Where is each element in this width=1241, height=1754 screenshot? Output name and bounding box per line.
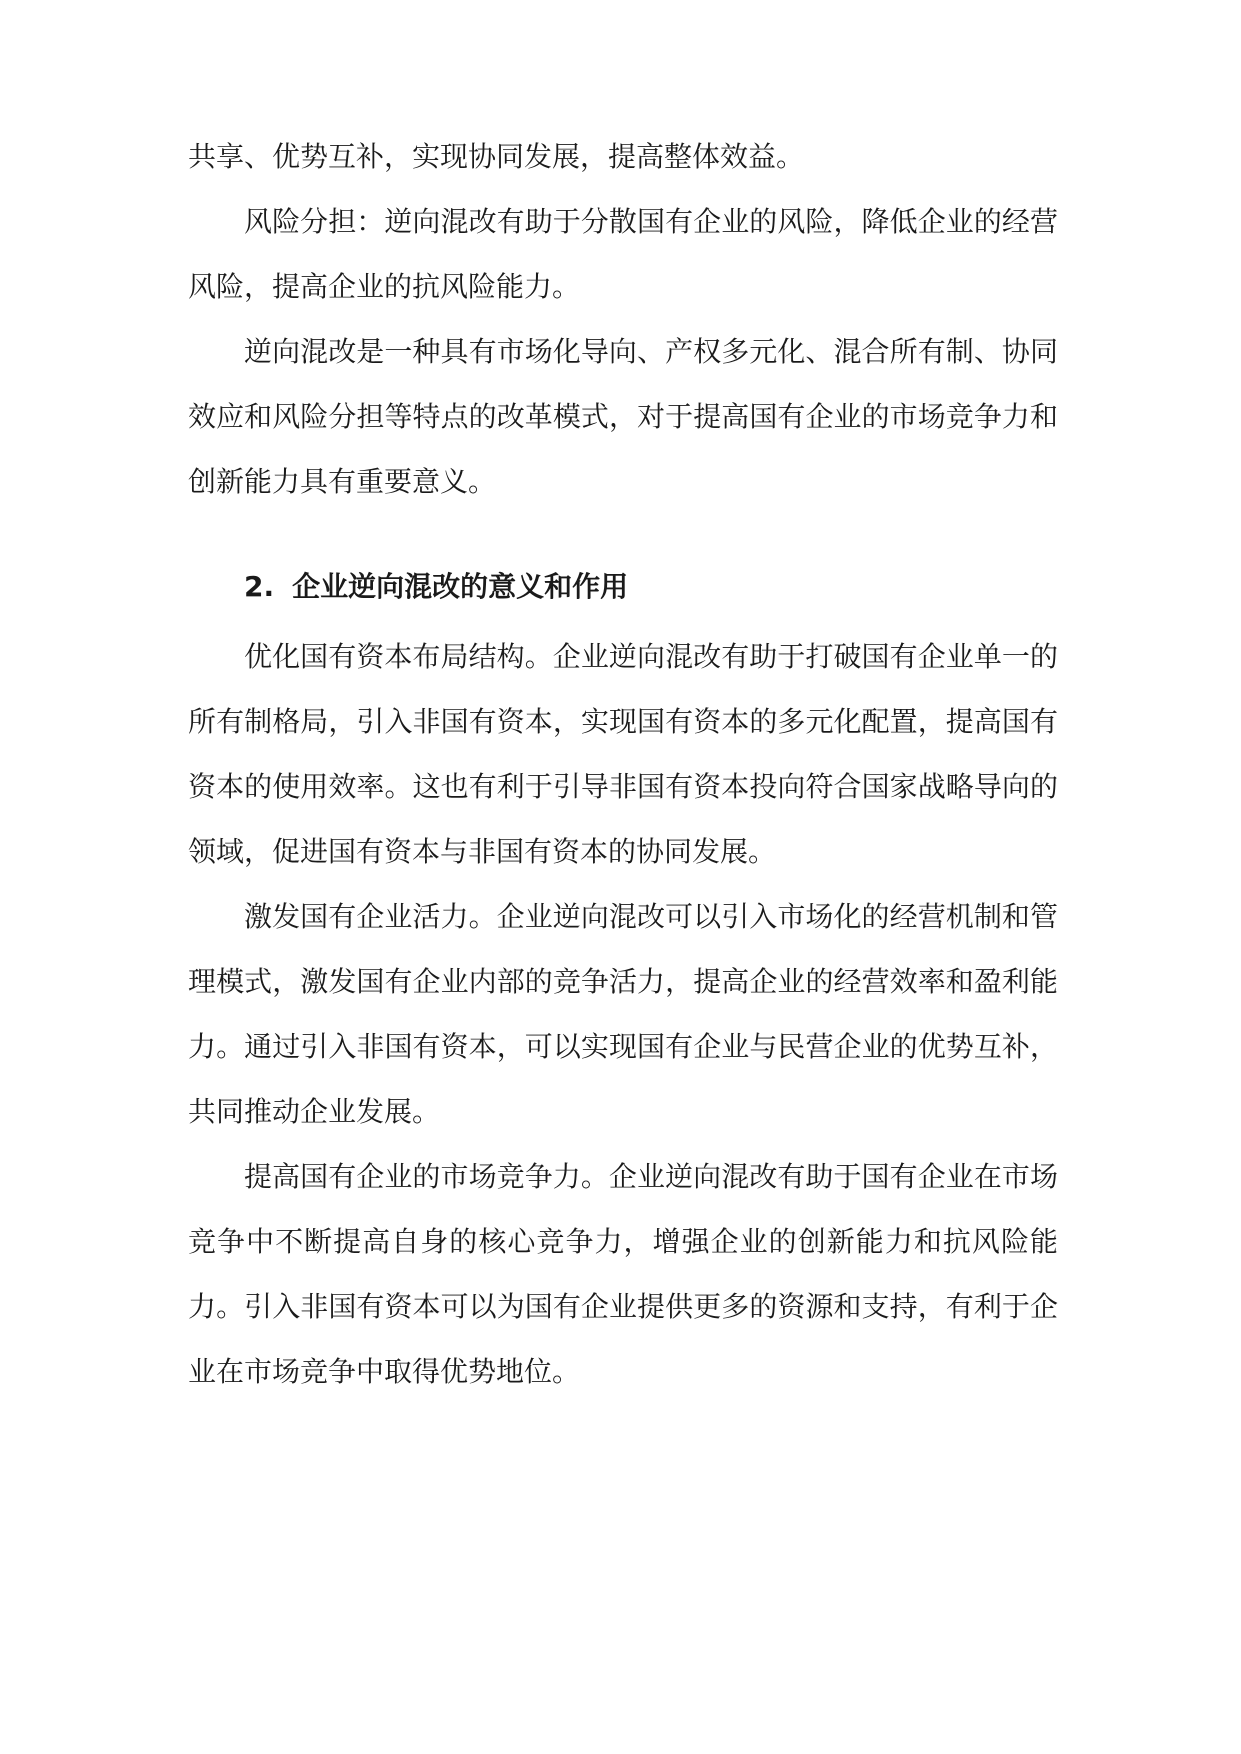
- paragraph-optimize-structure: 优化国有资本布局结构。企业逆向混改有助于打破国有企业单一的所有制格局，引入非国有资本，实现国有资本的多元化配置，提高国有资本的使用效率。这也有利于引导非国有资本投向符合国家战略导向的领域，促进国有资本与非国有资本的协同发展。: [188, 640, 1058, 868]
- section-number: 2.: [244, 570, 275, 603]
- section-title: 企业逆向混改的意义和作用: [292, 570, 629, 603]
- paragraph-competitiveness: 提高国有企业的市场竞争力。企业逆向混改有助于国有企业在市场竞争中不断提高自身的核心竞争力，增强企业的创新能力和抗风险能力。引入非国有资本可以为国有企业提供更多的资源和支持，有利于企业在市场竞争中取得优势地位。: [188, 1160, 1058, 1388]
- paragraph-summary: 逆向混改是一种具有市场化导向、产权多元化、混合所有制、协同效应和风险分担等特点的改革模式，对于提高国有企业的市场竞争力和创新能力具有重要意义。: [188, 335, 1058, 498]
- paragraph-stimulate-vitality: 激发国有企业活力。企业逆向混改可以引入市场化的经营机制和管理模式，激发国有企业内部的竞争活力，提高企业的经营效率和盈利能力。通过引入非国有资本，可以实现国有企业与民营企业的优势互补，共同推动企业发展。: [188, 900, 1058, 1128]
- paragraph-risk-sharing: 风险分担：逆向混改有助于分散国有企业的风险，降低企业的经营风险，提高企业的抗风险能力。: [188, 205, 1058, 303]
- section-heading: [244, 554, 628, 619]
- paragraph-continuation: 共享、优势互补，实现协同发展，提高整体效益。: [188, 140, 805, 173]
